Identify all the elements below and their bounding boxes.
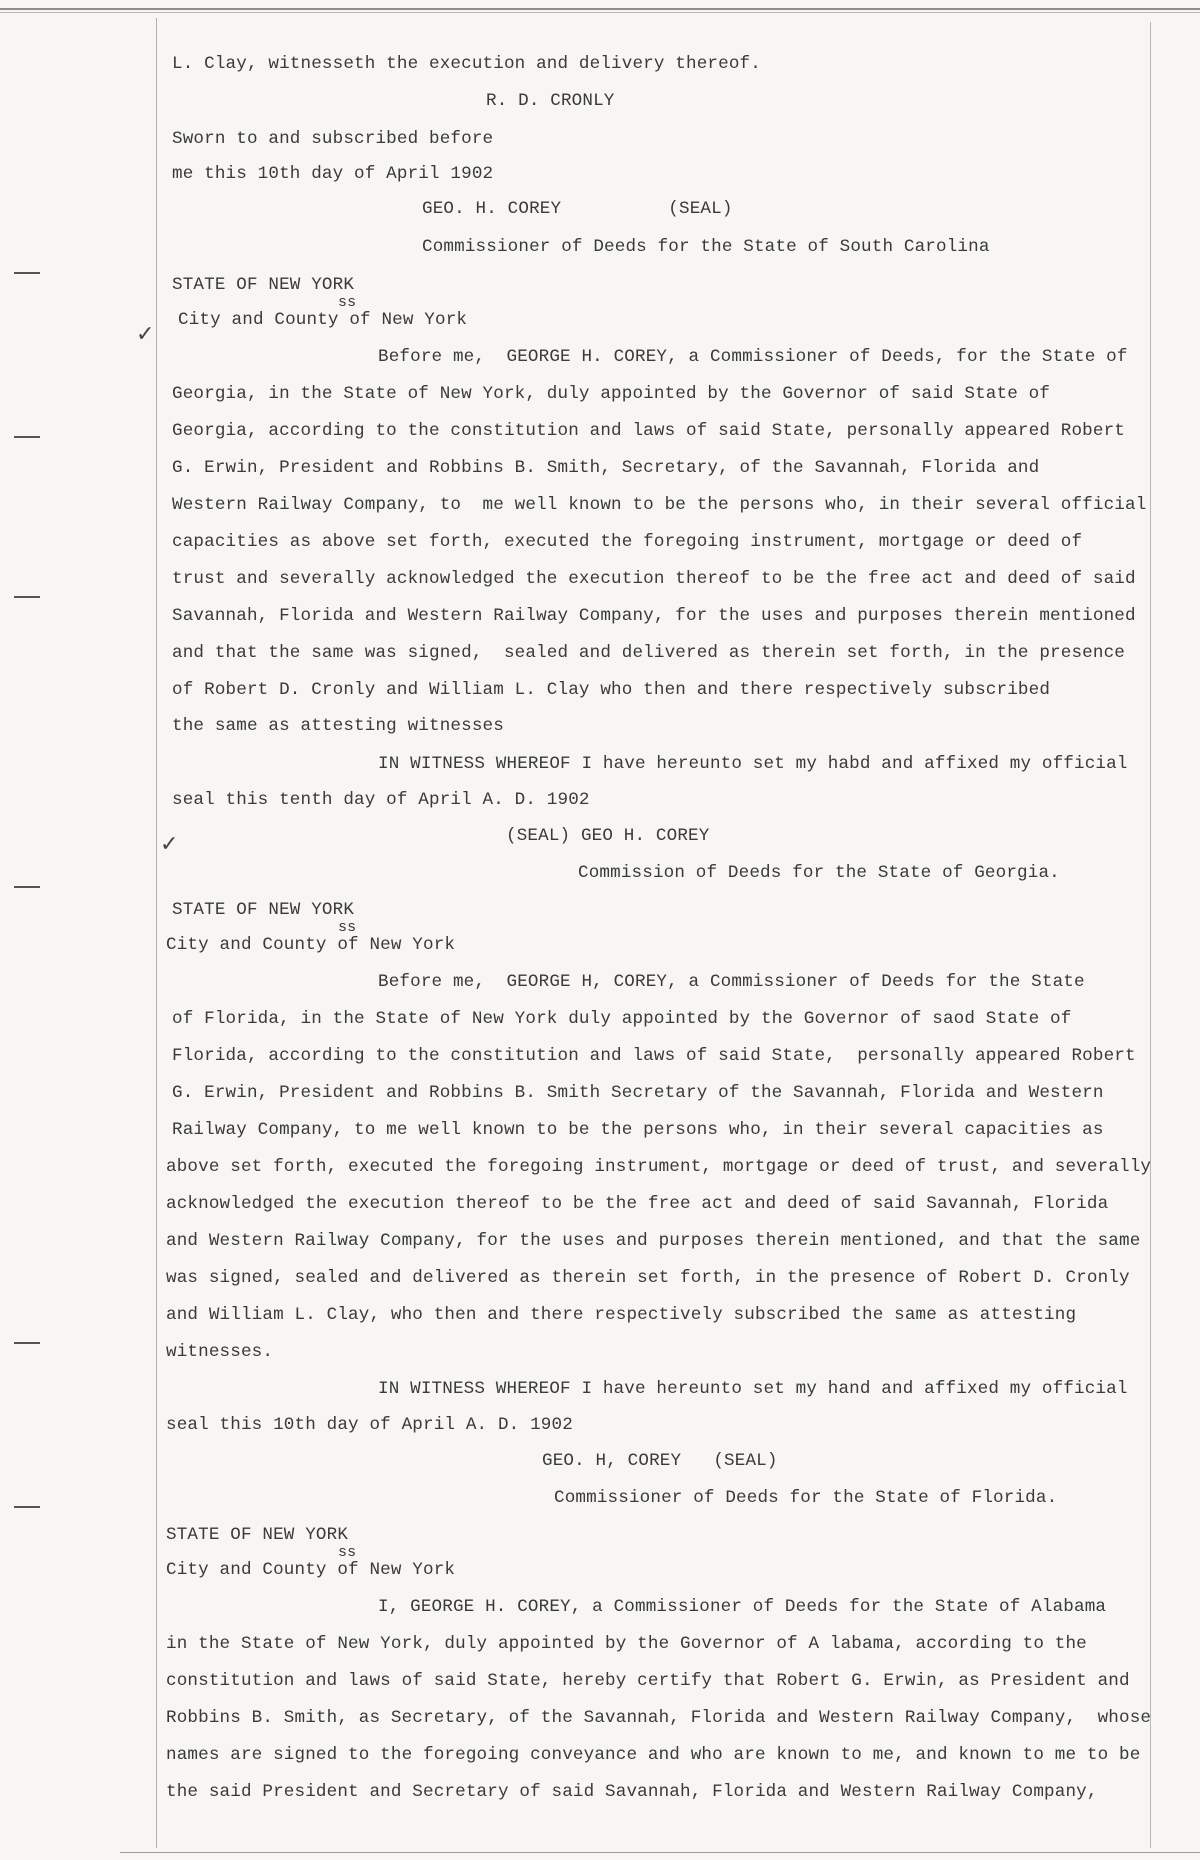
text-line: seal this 10th day of April A. D. 1902	[166, 1415, 573, 1435]
margin-tick-mark	[14, 436, 40, 438]
margin-tick-mark	[14, 1506, 40, 1508]
left-margin-rule	[156, 18, 157, 1848]
bottom-border-line	[120, 1852, 1200, 1853]
text-line: was signed, sealed and delivered as therein set forth, in the presence of Robert D. Cronly	[166, 1268, 1130, 1288]
text-line: Robbins B. Smith, as Secretary, of the Savannah, Florida and Western Railway Company, whose	[166, 1708, 1152, 1728]
venue-heading: STATE OF NEW YORK	[166, 1525, 349, 1545]
check-mark: ✓	[136, 322, 155, 347]
text-line: Savannah, Florida and Western Railway Company, for the uses and purposes therein mentioned	[172, 606, 1136, 626]
text-line: Georgia, according to the constitution and laws of said State, personally appeared Robert	[172, 421, 1126, 441]
text-line: the said President and Secretary of said Savannah, Florida and Western Railway Company,	[166, 1782, 1098, 1802]
text-line: trust and severally acknowledged the execution thereof to be the free act and deed of said	[172, 569, 1136, 589]
text-line: names are signed to the foregoing conveyance and who are known to me, and known to me to be	[166, 1745, 1141, 1765]
margin-tick-mark	[14, 272, 40, 274]
text-line: in the State of New York, duly appointed by the Governor of A labama, according to the	[166, 1634, 1087, 1654]
text-line: witnesses.	[166, 1342, 274, 1362]
margin-tick-mark	[14, 1342, 40, 1344]
venue-ss: ss	[338, 919, 357, 936]
text-line: constitution and laws of said State, hereby certify that Robert G. Erwin, as President and	[166, 1671, 1130, 1691]
check-mark: ✓	[160, 832, 179, 857]
venue-ss: ss	[338, 294, 357, 311]
text-line: seal this tenth day of April A. D. 1902	[172, 790, 590, 810]
venue-heading: STATE OF NEW YORK	[172, 275, 355, 295]
text-line: Railway Company, to me well known to be the persons who, in their several capacities as	[172, 1120, 1104, 1140]
text-line: IN WITNESS WHEREOF I have hereunto set my habd and affixed my official	[378, 754, 1128, 774]
right-margin-rule	[1150, 22, 1151, 1848]
text-line: me this 10th day of April 1902	[172, 164, 494, 184]
top-border-line	[0, 8, 1200, 10]
text-line: of Florida, in the State of New York duly appointed by the Governor of saod State of	[172, 1009, 1072, 1029]
text-line: above set forth, executed the foregoing instrument, mortgage or deed of trust, and severally	[166, 1157, 1152, 1177]
text-line: G. Erwin, President and Robbins B. Smith, Secretary, of the Savannah, Florida and	[172, 458, 1040, 478]
text-line: Western Railway Company, to me well known to be the persons who, in their several official	[172, 495, 1147, 515]
text-line: and Western Railway Company, for the uses and purposes therein mentioned, and that the same	[166, 1231, 1141, 1251]
signature-name: R. D. CRONLY	[486, 91, 615, 111]
venue-county: City and County of New York	[178, 310, 468, 330]
text-line: Sworn to and subscribed before	[172, 129, 494, 149]
text-line: and William L. Clay, who then and there respectively subscribed the same as attesting	[166, 1305, 1077, 1325]
margin-tick-mark	[14, 886, 40, 888]
text-line: Georgia, in the State of New York, duly appointed by the Governor of said State of	[172, 384, 1051, 404]
venue-county: City and County of New York	[166, 1560, 456, 1580]
text-line: Before me, GEORGE H, COREY, a Commissioner of Deeds for the State	[378, 972, 1085, 992]
signature-name: GEO. H. COREY (SEAL)	[422, 199, 733, 219]
text-line: L. Clay, witnesseth the execution and delivery thereof.	[172, 54, 761, 74]
text-line: acknowledged the execution thereof to be the free act and deed of said Savannah, Florida	[166, 1194, 1109, 1214]
venue-county: City and County of New York	[166, 935, 456, 955]
text-line: and that the same was signed, sealed and delivered as therein set forth, in the presence	[172, 643, 1126, 663]
text-line: the same as attesting witnesses	[172, 716, 504, 736]
text-line: of Robert D. Cronly and William L. Clay who then and there respectively subscribed	[172, 680, 1051, 700]
venue-heading: STATE OF NEW YORK	[172, 900, 355, 920]
margin-tick-mark	[14, 596, 40, 598]
venue-ss: ss	[338, 1544, 357, 1561]
text-line: Florida, according to the constitution and laws of said State, personally appeared Robert	[172, 1046, 1136, 1066]
top-border-line-thin	[0, 12, 1200, 13]
text-line: I, GEORGE H. COREY, a Commissioner of Deeds for the State of Alabama	[378, 1597, 1107, 1617]
text-line: capacities as above set forth, executed the foregoing instrument, mortgage or deed of	[172, 532, 1083, 552]
signature-title: Commissioner of Deeds for the State of South Carolina	[422, 237, 990, 257]
text-line: Before me, GEORGE H. COREY, a Commissioner of Deeds, for the State of	[378, 347, 1128, 367]
text-line: G. Erwin, President and Robbins B. Smith Secretary of the Savannah, Florida and Western	[172, 1083, 1104, 1103]
text-line: IN WITNESS WHEREOF I have hereunto set my hand and affixed my official	[378, 1379, 1128, 1399]
signature-name: (SEAL) GEO H. COREY	[506, 826, 710, 846]
signature-title: Commission of Deeds for the State of Georgia.	[578, 863, 1060, 883]
signature-title: Commissioner of Deeds for the State of Florida.	[554, 1488, 1058, 1508]
signature-name: GEO. H, COREY (SEAL)	[542, 1451, 778, 1471]
